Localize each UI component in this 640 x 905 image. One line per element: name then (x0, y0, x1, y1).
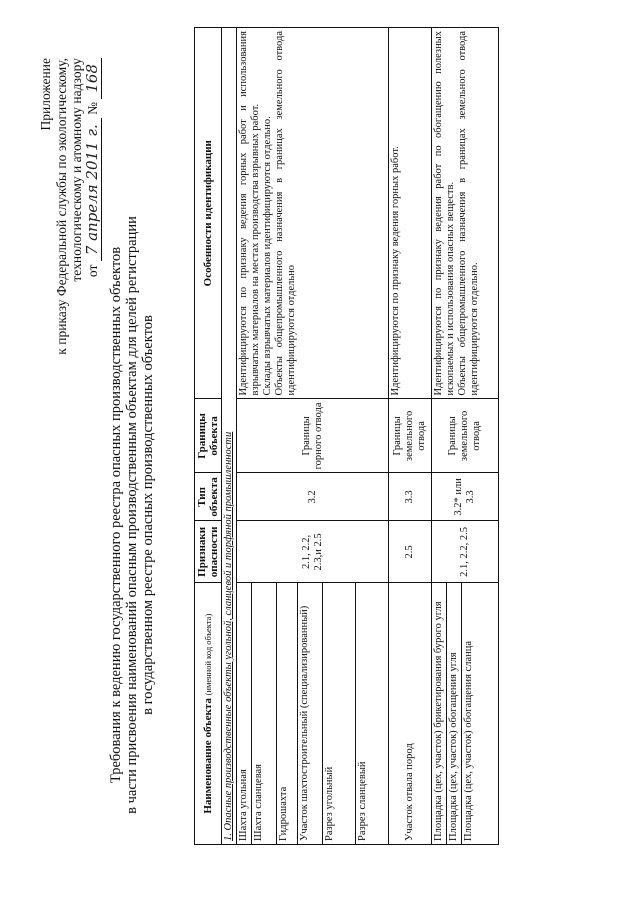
type-cell: 3.3 (389, 473, 432, 521)
handwritten-number: 168 (83, 58, 102, 99)
header-name-text: Наименование объекта (202, 698, 214, 814)
object-name: Шахта сланцевая (252, 583, 277, 845)
feature-text: Идентифицируются по признаку ведения горных работ и использования взрывчатых материалов на местах производства взрывных работ. (238, 31, 261, 396)
table-row (389, 28, 432, 845)
appendix-label: Приложение (38, 58, 53, 131)
bounds-cell: Границы горного отвода (237, 399, 389, 473)
number-prefix: № (84, 102, 100, 115)
header-bounds: Границы объекта (195, 399, 222, 473)
feature-text: Идентифицируются по признаку ведения горных работ. (390, 146, 401, 396)
handwritten-date: 7 апреля 2011 г. (83, 118, 102, 261)
signs-cell: 2.5 (389, 521, 432, 583)
features-cell (389, 28, 432, 399)
header-features: Особенности идентификации (195, 28, 222, 399)
title-line-3: в государственном реестре опасных производственных объектов (140, 315, 156, 715)
feature-text: Объекты общепромышленного назначения в границах земельного отвода идентифицируются отдельно. (457, 31, 480, 396)
table-row (237, 28, 252, 845)
header-name (195, 583, 222, 845)
header-type: Тип объекта (195, 473, 222, 521)
table-header-row (195, 28, 222, 845)
appendix-block (38, 58, 100, 488)
title-line-1: Требования к ведению государственного реестра опасных производственных объектов (108, 246, 124, 784)
section-row (222, 28, 237, 845)
type-cell: 3.2* или 3.3 (432, 473, 499, 521)
header-signs: Признаки опасности (195, 521, 222, 583)
order-date-line (82, 58, 101, 488)
object-name: Гидрошахта (277, 583, 298, 845)
signs-cell: 2.1, 2.2, 2.3,и 2.5 (237, 521, 389, 583)
object-name: Площадка (цех, участок) обогащения угля (447, 583, 462, 845)
object-name: Участок шахтостроительный (специализированный) (298, 583, 323, 845)
order-line-1: к приказу Федеральной службы по экологическому, (53, 58, 69, 355)
object-name: Разрез угольный (323, 583, 356, 845)
title-line-2: в части присвоения наименований опасным производственным объектам для целей регистрации (124, 216, 140, 814)
header-name-code: (именной код объекта) (203, 613, 213, 696)
object-name: Площадка (цех, участок) брикетирования бурого угля (432, 583, 447, 845)
feature-text: Склады взрывчатых материалов идентифицируются отдельно. (262, 116, 273, 396)
requirements-table (194, 27, 499, 845)
signs-cell: 2.1, 2.2, 2.5 (432, 521, 499, 583)
features-cell (237, 28, 389, 399)
object-name: Разрез сланцевый (356, 583, 389, 845)
object-name: Шахта угольная (237, 583, 252, 845)
features-cell (432, 28, 499, 399)
table-row (432, 28, 447, 845)
order-line-2: технологическому и атомному надзору (69, 58, 84, 282)
from-prefix: от (84, 264, 100, 278)
bounds-cell: Границы земельного отвода (432, 399, 499, 473)
feature-text: Объекты общепромышленного назначения в границах земельного отвода идентифицируются отдельно (274, 31, 297, 396)
document-title (108, 165, 156, 865)
type-cell: 3.2 (237, 473, 389, 521)
section-title: 1. Опасные производственные объекты угольной, сланцевой и торфяной промышленности (222, 28, 237, 845)
bounds-cell: Границы земельного отвода (389, 399, 432, 473)
object-name: Участок отвала пород (389, 583, 432, 845)
object-name: Площадка (цех, участок) обогащения сланца (462, 583, 499, 845)
feature-text: Идентифицируются по признаку ведения работ по обогащению полезных ископаемых и использования опасных веществ. (433, 31, 456, 396)
